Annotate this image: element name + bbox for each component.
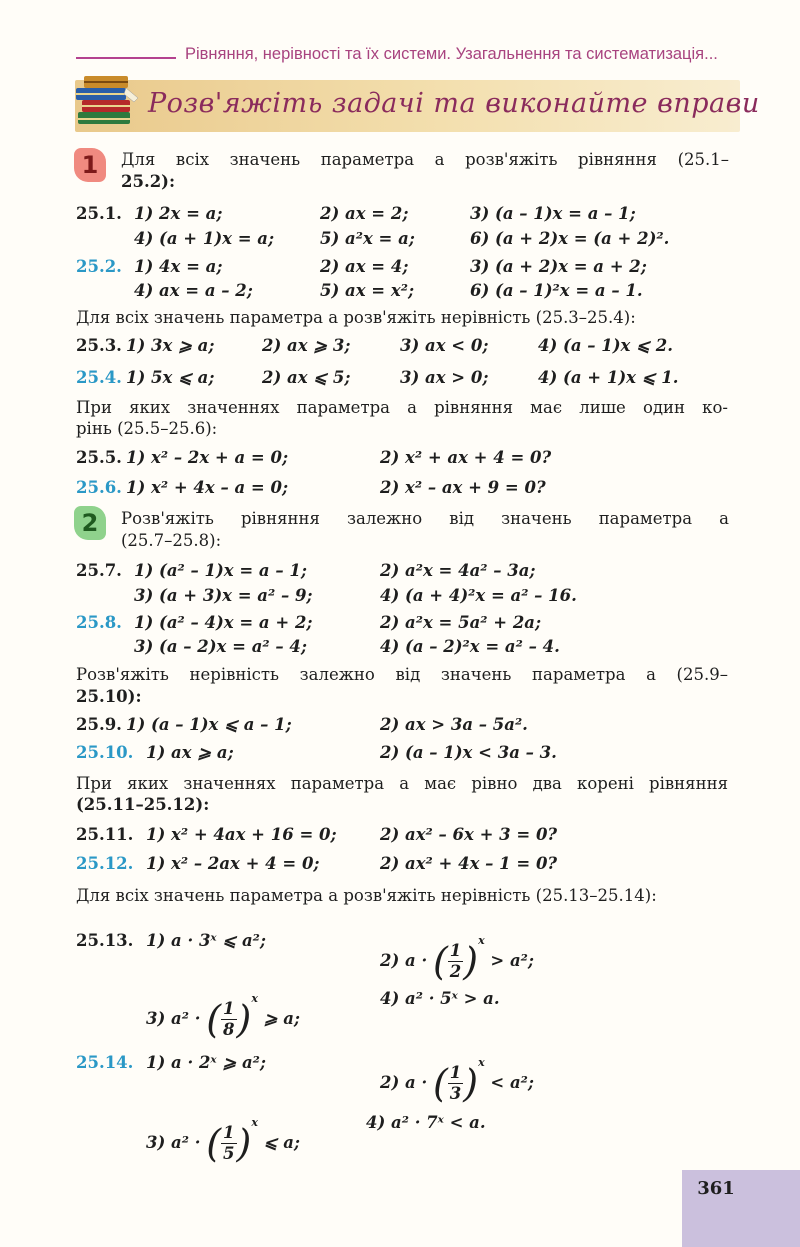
problem-number: 25.11. bbox=[76, 825, 134, 844]
exercise-item: 2) (a – 1)x < 3a – 3. bbox=[380, 743, 557, 762]
exercise-item: 1) a · 3ˣ ⩽ a²; bbox=[146, 931, 266, 950]
exercise-item: 3) (a – 1)x = a – 1; bbox=[470, 204, 636, 223]
exercise-item: 1) x² – 2x + a = 0; bbox=[126, 448, 289, 467]
intro-1-line2: 25.2): bbox=[121, 172, 176, 191]
problem-number: 25.8. bbox=[76, 613, 122, 632]
problem-number: 25.3. bbox=[76, 336, 122, 355]
intro-1-line1: Для всіх значень параметра а розв'яжіть рівняння (25.1– bbox=[121, 150, 729, 169]
exercise-item: 2) ax ⩾ 3; bbox=[262, 336, 351, 355]
fraction: $\frac{1}{3}$ bbox=[449, 1063, 462, 1103]
running-header: Рівняння, нерівності та їх системи. Узагальнення та систематизація... bbox=[185, 45, 718, 63]
exercise-item: 2) ax = 4; bbox=[320, 257, 409, 276]
exercise-item: 5) ax = x²; bbox=[320, 281, 415, 300]
intro-3-line2: рінь (25.5–25.6): bbox=[76, 419, 218, 438]
problem-number: 25.9. bbox=[76, 715, 122, 734]
exercise-item: 6) (a + 2)x = (a + 2)². bbox=[470, 229, 670, 248]
exercise-item: 1) (a² – 4)x = a + 2; bbox=[134, 613, 313, 632]
exercise-item: 6) (a – 1)²x = a – 1. bbox=[470, 281, 643, 300]
intro-6-line2: (25.11–25.12): bbox=[76, 795, 210, 814]
problem-number: 25.5. bbox=[76, 448, 122, 467]
intro-5-line1: Розв'яжіть нерівність залежно від значень параметра а (25.9– bbox=[76, 665, 728, 684]
exercise-item: 1) 5x ⩽ a; bbox=[126, 368, 215, 387]
exercise-item: 2) ax > 3a – 5a². bbox=[380, 715, 528, 734]
intro-3-line1: При яких значеннях параметра а рівняння має лише один ко- bbox=[76, 398, 728, 417]
exercise-item: 1) ax ⩾ a; bbox=[146, 743, 234, 762]
exercise-item: 3) a² · ( $\frac{1}{5}$ )$^x$ ⩽ a; bbox=[146, 1116, 301, 1166]
exercise-item: 4) (a – 2)²x = a² – 4. bbox=[380, 637, 560, 656]
banner-title: Розв'яжіть задачі та виконайте вправи bbox=[148, 88, 760, 119]
exercise-item: 1) 3x ⩾ a; bbox=[126, 336, 215, 355]
fraction: $\frac{1}{5}$ bbox=[223, 1123, 235, 1163]
exercise-item: 4) (a + 1)x = a; bbox=[134, 229, 275, 248]
exercise-item: 3) (a – 2)x = a² – 4; bbox=[134, 637, 307, 656]
intro-4-line1: Розв'яжіть рівняння залежно від значень параметра а bbox=[121, 509, 729, 528]
exercise-item: 5) a²x = a; bbox=[320, 229, 415, 248]
problem-number: 25.4. bbox=[76, 368, 122, 387]
exercise-item: 1) 4x = a; bbox=[134, 257, 223, 276]
exercise-item: 1) a · 2ˣ ⩾ a²; bbox=[146, 1053, 266, 1072]
exercise-item: 1) 2x = a; bbox=[134, 204, 223, 223]
problem-number: 25.14. bbox=[76, 1053, 134, 1072]
page-number: 361 bbox=[697, 1178, 735, 1199]
exercise-item: 1) x² + 4ax + 16 = 0; bbox=[146, 825, 337, 844]
books-icon bbox=[72, 72, 144, 134]
header-rule bbox=[76, 57, 176, 59]
exercise-item: 2) a · ( $\frac{1}{2}$ )$^x$ > a²; bbox=[380, 934, 535, 984]
exercise-item: 2) ax² + 4x – 1 = 0? bbox=[380, 854, 558, 873]
exercise-item: 2) x² + ax + 4 = 0? bbox=[380, 448, 552, 467]
problem-number: 25.10. bbox=[76, 743, 134, 762]
exercise-item: 4) ax = a – 2; bbox=[134, 281, 253, 300]
exercise-item: 1) x² + 4x – a = 0; bbox=[126, 478, 289, 497]
problem-number: 25.2. bbox=[76, 257, 122, 276]
intro-6-line1: При яких значеннях параметра а має рівно два корені рівняння bbox=[76, 774, 728, 793]
exercise-item: 3) (a + 3)x = a² – 9; bbox=[134, 586, 313, 605]
level-1-badge: 1 bbox=[74, 148, 106, 182]
exercise-item: 4) a² · 7ˣ < a. bbox=[366, 1113, 486, 1132]
problem-number: 25.6. bbox=[76, 478, 122, 497]
exercise-item: 4) a² · 5ˣ > a. bbox=[380, 989, 500, 1008]
intro-2: Для всіх значень параметра а розв'яжіть нерівність (25.3–25.4): bbox=[76, 308, 636, 327]
exercise-item: 1) x² – 2ax + 4 = 0; bbox=[146, 854, 320, 873]
exercise-item: 3) a² · ( $\frac{1}{8}$ )$^x$ ⩾ a; bbox=[146, 992, 301, 1042]
fraction: $\frac{1}{2}$ bbox=[449, 941, 462, 981]
exercise-item: 4) (a + 4)²x = a² – 16. bbox=[380, 586, 577, 605]
exercise-item: 4) (a – 1)x ⩽ 2. bbox=[538, 336, 673, 355]
exercise-item: 2) ax = 2; bbox=[320, 204, 409, 223]
exercise-item: 2) a · ( $\frac{1}{3}$ )$^x$ < a²; bbox=[380, 1056, 535, 1106]
exercise-item: 2) ax² – 6x + 3 = 0? bbox=[380, 825, 558, 844]
level-2-badge: 2 bbox=[74, 506, 106, 540]
exercise-item: 2) ax ⩽ 5; bbox=[262, 368, 351, 387]
intro-4-line2: (25.7–25.8): bbox=[121, 531, 222, 550]
exercise-item: 2) x² – ax + 9 = 0? bbox=[380, 478, 546, 497]
exercise-item: 4) (a + 1)x ⩽ 1. bbox=[538, 368, 679, 387]
exercise-item: 3) ax < 0; bbox=[400, 336, 489, 355]
intro-5-line2: 25.10): bbox=[76, 687, 142, 706]
exercise-item: 3) (a + 2)x = a + 2; bbox=[470, 257, 647, 276]
exercise-item: 2) a²x = 5a² + 2a; bbox=[380, 613, 542, 632]
problem-number: 25.13. bbox=[76, 931, 134, 950]
problem-number: 25.12. bbox=[76, 854, 134, 873]
intro-7: Для всіх значень параметра а розв'яжіть нерівність (25.13–25.14): bbox=[76, 886, 657, 905]
exercise-item: 1) (a² – 1)x = a – 1; bbox=[134, 561, 307, 580]
exercise-item: 1) (a – 1)x ⩽ a – 1; bbox=[126, 715, 292, 734]
exercise-item: 3) ax > 0; bbox=[400, 368, 489, 387]
exercise-item: 2) a²x = 4a² – 3a; bbox=[380, 561, 536, 580]
problem-number: 25.1. bbox=[76, 204, 122, 223]
fraction: $\frac{1}{8}$ bbox=[223, 999, 235, 1039]
problem-number: 25.7. bbox=[76, 561, 122, 580]
